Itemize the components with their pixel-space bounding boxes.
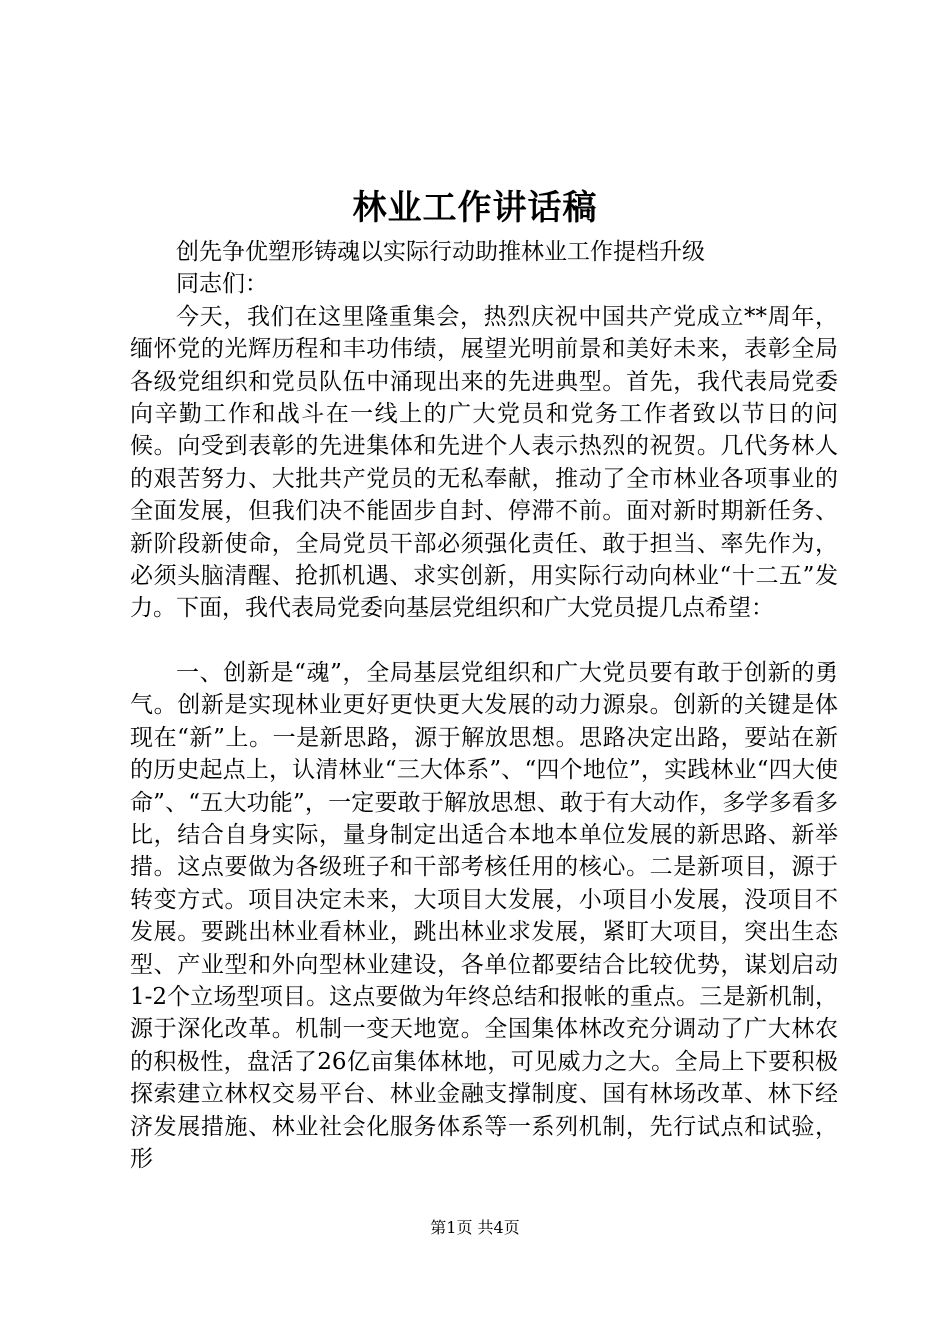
document-body: [130, 236, 838, 1175]
salutation: 同志们：: [176, 271, 268, 298]
page-number: 第1页 共4页: [430, 1218, 520, 1237]
body-paragraph-2: 一、创新是“魂”，全局基层党组织和广大党员要有敢于创新的勇气。创新是实现林业更好更快更大发展的动力源泉。创新的关键是体现在“新”上。一是新思路，源于解放思想。思路决定出路，要站在新的历史起点上，认清林业“三大体系”、“四个地位”，实践林业“四大使命”、“五大功能”，一定要敢于解放思想、敢于有大动作，多学多看多比，结合自身实际，量身制定出适合本地本单位发展的新思路、新举措。这点要做为各级班子和干部考核任用的核心。二是新项目，源于转变方式。项目决定未来，大项目大发展，小项目小发展，没项目不发展。要跳出林业看林业，跳出林业求发展，紧盯大项目，突出生态型、产业型和外向型林业建设，各单位都要结合比较优势，谋划启动1-2个立场型项目。这点要做为年终总结和报帐的重点。三是新机制，源于深化改革。机制一变天地宽。全国集体林改充分调动了广大林农的积极性，盘活了26亿亩集体林地，可见威力之大。全局上下要积极探索建立林权交易平台、林业金融支撑制度、国有林场改革、林下经济发展措施、林业社会化服务体系等一系列机制，先行试点和试验，形: [130, 659, 838, 1172]
body-paragraph-1: 今天，我们在这里隆重集会，热烈庆祝中国共产党成立**周年，缅怀党的光辉历程和丰功伟绩，展望光明前景和美好未来，表彰全局各级党组织和党员队伍中涌现出来的先进典型。首先，我代表局党委向辛勤工作和战斗在一线上的广大党员和党务工作者致以节日的问候。向受到表彰的先进集体和先进个人表示热烈的祝贺。几代务林人的艰苦努力、大批共产党员的无私奉献，推动了全市林业各项事业的全面发展，但我们决不能固步自封、停滞不前。面对新时期新任务、新阶段新使命，全局党员干部必须强化责任、敢于担当、率先作为，必须头脑清醒、抢抓机遇、求实创新，用实际行动向林业“十二五”发力。下面，我代表局党委向基层党组织和广大党员提几点希望：: [130, 303, 838, 622]
document-title: 林业工作讲话稿: [352, 188, 598, 228]
document-subtitle: 创先争优塑形铸魂以实际行动助推林业工作提档升级: [176, 239, 705, 265]
